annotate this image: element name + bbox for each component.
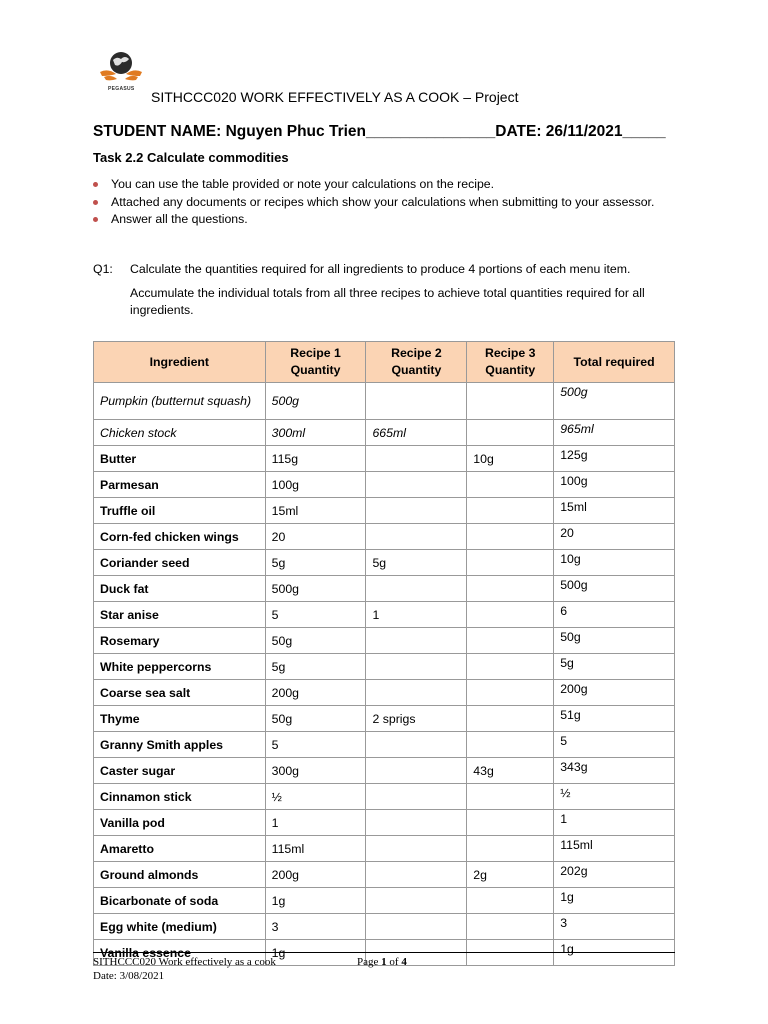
instruction-item <box>93 176 675 194</box>
table-header-row <box>94 342 675 383</box>
table-row <box>94 680 675 706</box>
instruction-text: You can use the table provided or note your calculations on the recipe. <box>111 177 495 191</box>
table-row <box>94 836 675 862</box>
total-cell: 15ml <box>554 498 675 524</box>
total-cell: 500g <box>554 383 675 420</box>
header-total: Total required <box>554 342 675 383</box>
header-recipe-1: Recipe 1 Quantity <box>265 342 366 383</box>
recipe-2-cell <box>366 888 467 914</box>
header-ingredient: Ingredient <box>94 342 266 383</box>
ingredient-cell: Cinnamon stick <box>94 784 266 810</box>
recipe-2-cell <box>366 628 467 654</box>
table-row <box>94 914 675 940</box>
document-title: SITHCCC020 WORK EFFECTIVELY AS A COOK – Project <box>151 89 519 105</box>
table-row <box>94 654 675 680</box>
recipe-1-cell: 5g <box>265 654 366 680</box>
ingredient-cell: Rosemary <box>94 628 266 654</box>
ingredient-cell: Ground almonds <box>94 862 266 888</box>
total-cell: 125g <box>554 446 675 472</box>
table-row <box>94 576 675 602</box>
ingredient-cell: Butter <box>94 446 266 472</box>
footer-divider <box>93 952 675 953</box>
recipe-2-cell <box>366 680 467 706</box>
bullet-icon <box>93 200 98 205</box>
table-row <box>94 498 675 524</box>
table-row <box>94 524 675 550</box>
table-row <box>94 628 675 654</box>
ingredient-cell: Coriander seed <box>94 550 266 576</box>
recipe-3-cell <box>467 383 554 420</box>
total-cell: 200g <box>554 680 675 706</box>
instruction-item <box>93 194 675 212</box>
ingredient-cell: Vanilla pod <box>94 810 266 836</box>
total-cell: 965ml <box>554 420 675 446</box>
ingredient-cell: Star anise <box>94 602 266 628</box>
total-cell: 50g <box>554 628 675 654</box>
table-row <box>94 888 675 914</box>
table-row <box>94 472 675 498</box>
ingredient-cell: Vanilla essence <box>94 940 266 966</box>
total-cell: 343g <box>554 758 675 784</box>
recipe-2-cell <box>366 498 467 524</box>
recipe-2-cell <box>366 810 467 836</box>
recipe-2-cell <box>366 524 467 550</box>
task-title: Task 2.2 Calculate commodities <box>93 150 289 165</box>
table-row <box>94 706 675 732</box>
total-cell: 5 <box>554 732 675 758</box>
logo-text: PEGASUS <box>108 86 135 92</box>
recipe-1-cell: 3 <box>265 914 366 940</box>
recipe-1-cell: 100g <box>265 472 366 498</box>
total-cell: 20 <box>554 524 675 550</box>
recipe-1-cell: 50g <box>265 706 366 732</box>
recipe-1-cell: 115ml <box>265 836 366 862</box>
recipe-3-cell: 2g <box>467 862 554 888</box>
recipe-3-cell <box>467 810 554 836</box>
recipe-1-cell: 20 <box>265 524 366 550</box>
total-cell: 202g <box>554 862 675 888</box>
recipe-3-cell <box>467 576 554 602</box>
recipe-1-cell: 5g <box>265 550 366 576</box>
recipe-2-cell: 665ml <box>366 420 467 446</box>
recipe-2-cell <box>366 914 467 940</box>
recipe-2-cell <box>366 472 467 498</box>
recipe-1-cell: 300ml <box>265 420 366 446</box>
ingredient-cell: Amaretto <box>94 836 266 862</box>
total-cell: 5g <box>554 654 675 680</box>
total-cell: 115ml <box>554 836 675 862</box>
table-row <box>94 784 675 810</box>
recipe-1-cell: 50g <box>265 628 366 654</box>
recipe-3-cell <box>467 628 554 654</box>
recipe-1-cell: 500g <box>265 576 366 602</box>
recipe-3-cell <box>467 784 554 810</box>
recipe-3-cell <box>467 524 554 550</box>
ingredient-cell: Bicarbonate of soda <box>94 888 266 914</box>
recipe-3-cell <box>467 836 554 862</box>
recipe-3-cell <box>467 680 554 706</box>
bullet-icon <box>93 217 98 222</box>
instruction-text: Attached any documents or recipes which show your calculations when submitting to your assessor. <box>111 194 655 209</box>
recipe-2-cell: 5g <box>366 550 467 576</box>
table-row <box>94 810 675 836</box>
question-label: Q1: <box>93 262 113 276</box>
recipe-1-cell: 200g <box>265 680 366 706</box>
commodities-table <box>93 341 675 966</box>
total-cell: 1 <box>554 810 675 836</box>
recipe-2-cell: 2 sprigs <box>366 706 467 732</box>
footer-date: Date: 3/08/2021 <box>93 970 165 982</box>
ingredient-cell: Pumpkin (butternut squash) <box>94 383 266 420</box>
ingredient-cell: Caster sugar <box>94 758 266 784</box>
header-recipe-2: Recipe 2 Quantity <box>366 342 467 383</box>
total-cell: 100g <box>554 472 675 498</box>
ingredient-cell: Chicken stock <box>94 420 266 446</box>
ingredient-cell: Egg white (medium) <box>94 914 266 940</box>
recipe-1-cell: 1g <box>265 940 366 966</box>
question-text: Calculate the quantities required for all ingredients to produce 4 portions of each menu item. <box>130 262 631 276</box>
page-number: 1 <box>381 956 387 968</box>
ingredient-cell: Corn-fed chicken wings <box>94 524 266 550</box>
ingredient-cell: Thyme <box>94 706 266 732</box>
recipe-3-cell <box>467 550 554 576</box>
recipe-3-cell <box>467 732 554 758</box>
total-cell: 6 <box>554 602 675 628</box>
ingredient-cell: Parmesan <box>94 472 266 498</box>
recipe-3-cell: 10g <box>467 446 554 472</box>
table-row <box>94 550 675 576</box>
ingredient-cell: Truffle oil <box>94 498 266 524</box>
bullet-icon <box>93 182 98 187</box>
table-row <box>94 862 675 888</box>
instruction-list <box>93 176 675 229</box>
recipe-2-cell: 1 <box>366 602 467 628</box>
recipe-1-cell: 15ml <box>265 498 366 524</box>
recipe-3-cell <box>467 602 554 628</box>
footer-course: SITHCCC020 Work effectively as a cook <box>93 956 276 968</box>
question-text-2: Accumulate the individual totals from all three recipes to achieve total quantities required for all ingredients. <box>130 286 645 317</box>
total-cell: ½ <box>554 784 675 810</box>
recipe-3-cell: 43g <box>467 758 554 784</box>
recipe-2-cell <box>366 784 467 810</box>
page-of: of <box>386 956 402 968</box>
recipe-1-cell: 500g <box>265 383 366 420</box>
recipe-3-cell <box>467 914 554 940</box>
recipe-2-cell <box>366 836 467 862</box>
total-cell: 1g <box>554 940 675 966</box>
recipe-3-cell <box>467 420 554 446</box>
total-cell: 500g <box>554 576 675 602</box>
page-total: 4 <box>401 956 407 968</box>
total-cell: 3 <box>554 914 675 940</box>
recipe-1-cell: 200g <box>265 862 366 888</box>
recipe-1-cell: 5 <box>265 732 366 758</box>
recipe-1-cell: 115g <box>265 446 366 472</box>
recipe-3-cell <box>467 498 554 524</box>
ingredient-cell: White peppercorns <box>94 654 266 680</box>
ingredient-cell: Granny Smith apples <box>94 732 266 758</box>
table-row <box>94 602 675 628</box>
header-recipe-3: Recipe 3 Quantity <box>467 342 554 383</box>
table-row <box>94 420 675 446</box>
recipe-3-cell <box>467 706 554 732</box>
table-row <box>94 383 675 420</box>
recipe-3-cell <box>467 888 554 914</box>
recipe-2-cell <box>366 576 467 602</box>
table-row <box>94 446 675 472</box>
recipe-2-cell <box>366 862 467 888</box>
footer-page <box>357 955 407 969</box>
instruction-text: Answer all the questions. <box>111 212 248 226</box>
total-cell: 51g <box>554 706 675 732</box>
table-row <box>94 758 675 784</box>
recipe-3-cell <box>467 472 554 498</box>
recipe-1-cell: 1g <box>265 888 366 914</box>
recipe-2-cell <box>366 446 467 472</box>
total-cell: 1g <box>554 888 675 914</box>
recipe-1-cell: 1 <box>265 810 366 836</box>
recipe-3-cell <box>467 654 554 680</box>
page-prefix: Page <box>357 956 382 968</box>
instruction-item <box>93 211 675 229</box>
table-row <box>94 732 675 758</box>
recipe-2-cell <box>366 758 467 784</box>
recipe-2-cell <box>366 383 467 420</box>
footer-left <box>93 955 276 983</box>
ingredient-cell: Duck fat <box>94 576 266 602</box>
recipe-1-cell: 5 <box>265 602 366 628</box>
total-cell: 10g <box>554 550 675 576</box>
recipe-2-cell <box>366 732 467 758</box>
ingredient-cell: Coarse sea salt <box>94 680 266 706</box>
recipe-1-cell: 300g <box>265 758 366 784</box>
recipe-2-cell <box>366 654 467 680</box>
recipe-1-cell: ½ <box>265 784 366 810</box>
student-name-line: STUDENT NAME: Nguyen Phuc Trien_______________DATE: 26/11/2021_____ <box>93 123 666 140</box>
